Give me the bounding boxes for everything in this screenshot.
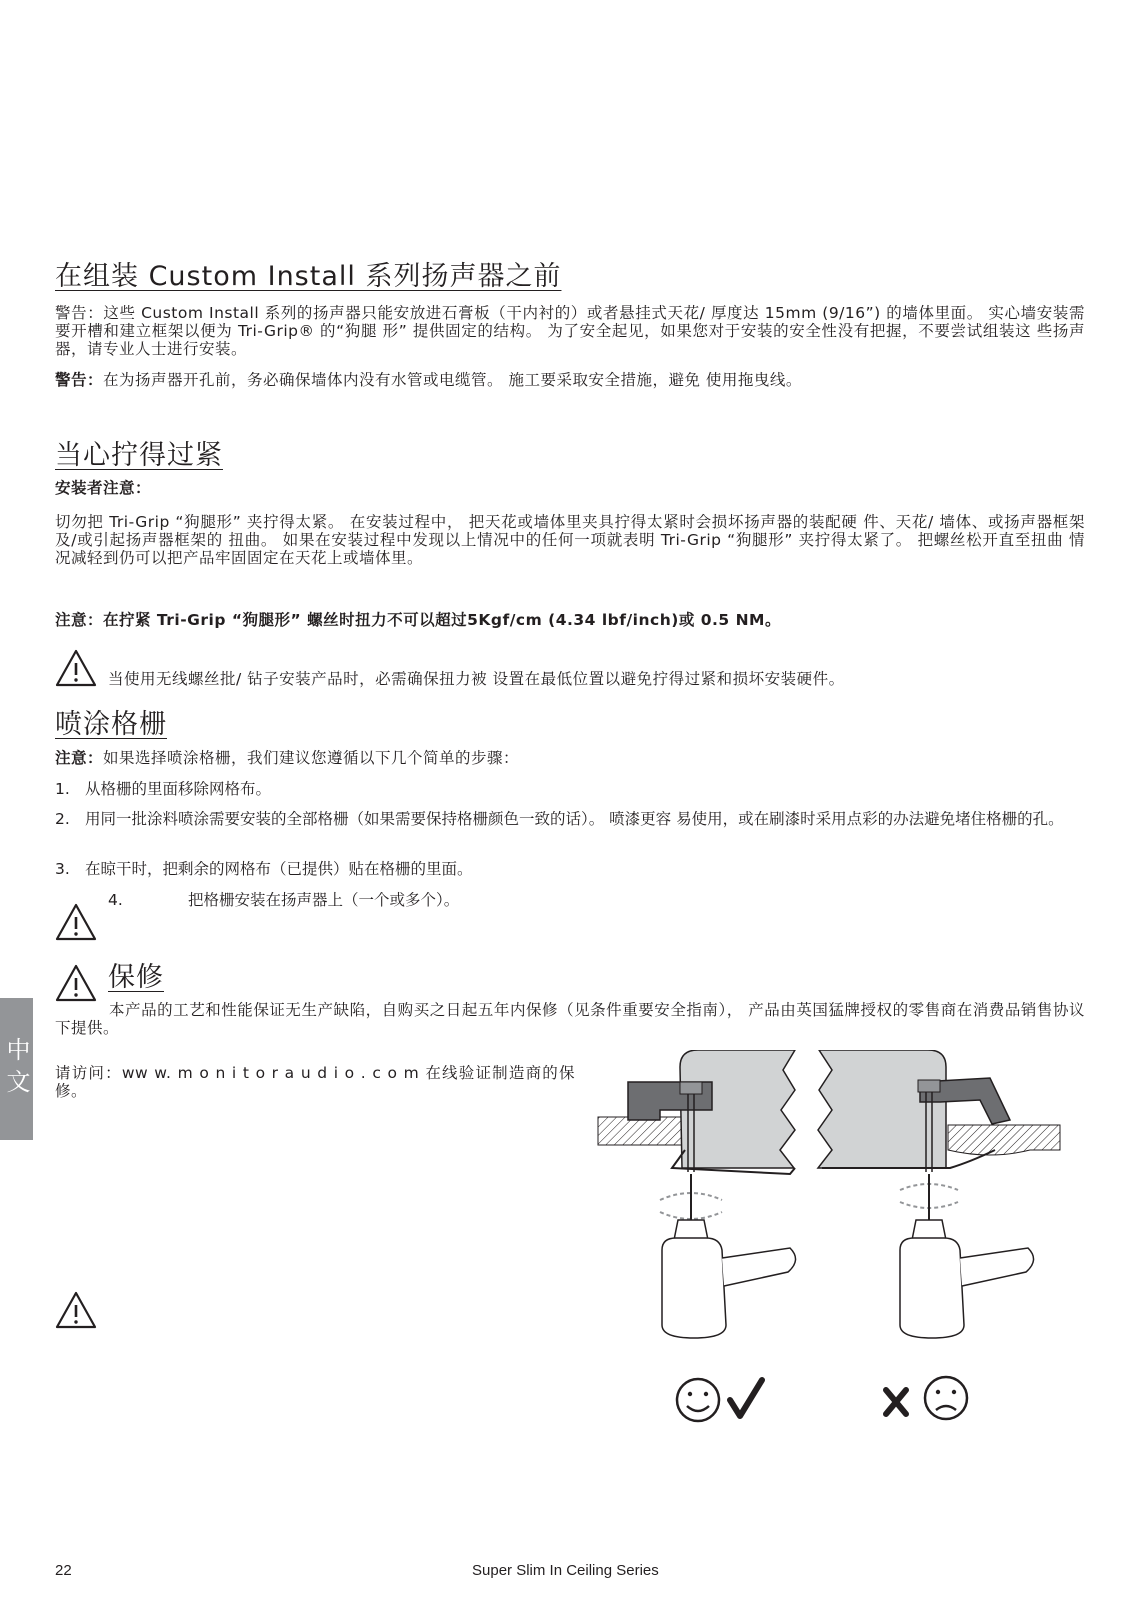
section-title-painting: 喷涂格栅 (55, 709, 167, 740)
step-number: 2. (55, 810, 70, 828)
installation-illustration (590, 1050, 1080, 1450)
warning-label: 警告： (55, 371, 104, 389)
correct-installation-figure (598, 1050, 796, 1338)
step-number: 1. (55, 780, 70, 798)
list-item (55, 810, 1085, 850)
happy-face-icon (677, 1379, 719, 1421)
incorrect-installation-figure (818, 1050, 1060, 1338)
note-label: 注意： (55, 749, 104, 767)
section-title-warranty: 保修 (108, 962, 164, 993)
painting-note (55, 749, 1085, 767)
language-tab: 中文 (0, 998, 33, 1140)
warning-triangle-icon (54, 902, 98, 942)
step-text: 从格栅的里面移除网格布。 (85, 780, 272, 798)
installer-note-label: 安装者注意： (55, 479, 152, 497)
check-icon (730, 1380, 762, 1416)
step-text: 把格栅安装在扬声器上（一个或多个）。 (188, 891, 460, 909)
list-item (55, 780, 1085, 800)
warning-triangle-icon (54, 1290, 98, 1330)
list-item (108, 891, 808, 911)
sad-face-icon (925, 1377, 967, 1419)
section-title-overtighten: 当心拧得过紧 (55, 440, 223, 471)
before-install-warning-paragraph: 警告：这些 Custom Install 系列的扬声器只能安放进石膏板（干内衬的）或者悬挂式天花/ 厚度达 15mm (9/16”) 的墙体里面。 实心墙安装需要开槽和建立框架以便为 Tri-Grip® 的“狗腿 形” 提供固定的结构。 为了安全起见，如果您对于安装的安全性没有把握，不要尝试组装这 些扬声器，请专业人士进行安装。 (55, 304, 1085, 358)
step-text: 在晾干时，把剩余的网格布（已提供）贴在格栅的里面。 (85, 860, 473, 878)
warning-text: 在为扬声器开孔前，务必确保墙体内没有水管或电缆管。 施工要采取安全措施，避免 使用拖曳线。 (103, 371, 802, 389)
step-number: 4. (108, 891, 123, 909)
section-title-before-install: 在组装 Custom Install 系列扬声器之前 (55, 261, 562, 292)
page-number: 22 (55, 1562, 72, 1579)
warranty-paragraph: 本产品的工艺和性能保证无生产缺陷，自购买之日起五年内保修（见条件重要安全指南）， 产品由英国猛牌授权的零售商在消费品销售协议下提供。 (55, 1001, 1085, 1037)
step-number: 3. (55, 860, 70, 878)
torque-note: 注意：在拧紧 Tri-Grip “狗腿形” 螺丝时扭力不可以超过5Kgf/cm (4.34 lbf/inch)或 0.5 NM。 (55, 611, 781, 629)
warranty-visit-text: 请访问：ww w. m o n i t o r a u d i o . c o m 在线验证制造商的保修。 (55, 1064, 575, 1100)
step-text: 用同一批涂料喷涂需要安装的全部格栅（如果需要保持格栅颜色一致的话）。 喷漆更容 易使用，或在刷漆时采用点彩的办法避免堵住格栅的孔。 (85, 810, 1064, 828)
footer-series-title: Super Slim In Ceiling Series (472, 1562, 659, 1579)
warning-triangle-icon (54, 963, 98, 1003)
cordless-driver-warning: 当使用无线螺丝批/ 钻子安装产品时，必需确保扭力被 设置在最低位置以避免拧得过紧和损坏安装硬件。 (108, 670, 845, 688)
before-install-warning-line (55, 371, 1085, 389)
list-item (55, 860, 1085, 880)
warning-triangle-icon (54, 648, 98, 688)
overtighten-paragraph: 切勿把 Tri-Grip “狗腿形” 夹拧得太紧。 在安装过程中， 把天花或墙体里夹具拧得太紧时会损坏扬声器的装配硬 件、天花/ 墙体、或扬声器框架及/或引起扬声器框架的 扭曲。 如果在安装过程中发现以上情况中的任何一项就表明 Tri-Grip “狗腿形” 夹拧得太紧了。 把螺丝松开直至扭曲 情况减轻到仍可以把产品牢固固定在天花上或墙体里。 (55, 513, 1085, 567)
cross-icon (886, 1390, 906, 1414)
note-text: 如果选择喷涂格栅，我们建议您遵循以下几个简单的步骤： (103, 749, 520, 767)
